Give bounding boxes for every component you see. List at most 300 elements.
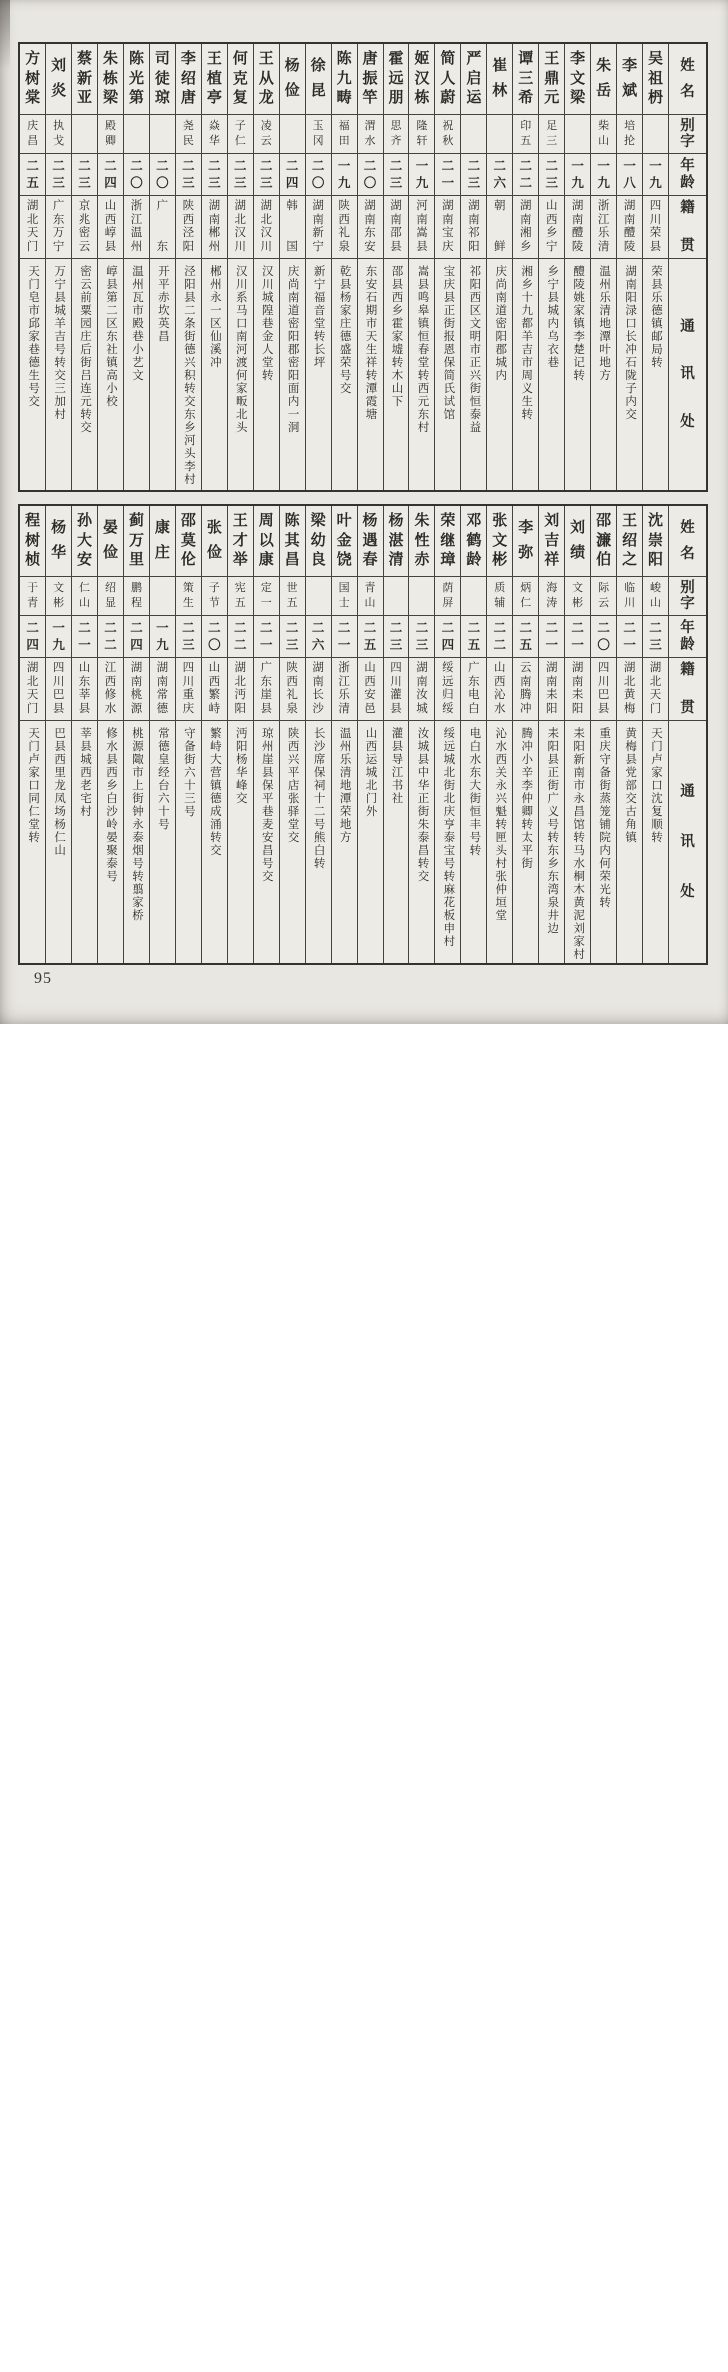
char: 绍 xyxy=(622,532,638,549)
courtesy-name-cell xyxy=(643,115,668,154)
origin-cell xyxy=(150,658,175,721)
char: 西 xyxy=(182,213,195,226)
address-cell xyxy=(617,721,642,963)
directory-table-lower xyxy=(18,504,708,965)
entry-column xyxy=(20,506,45,963)
char: 一 xyxy=(649,159,662,173)
entry-column xyxy=(616,506,642,963)
char: 国 xyxy=(338,582,350,594)
char: 九 xyxy=(415,175,429,190)
char: 绩 xyxy=(570,545,586,562)
age-cell xyxy=(280,154,305,196)
name-cell xyxy=(643,44,668,115)
entry-column xyxy=(279,44,305,490)
address-text: 乡宁县城内乌衣巷 xyxy=(546,265,559,369)
address-cell xyxy=(487,721,512,963)
address-cell xyxy=(513,259,538,490)
age-cell xyxy=(513,616,538,658)
char: 五 xyxy=(467,637,481,652)
char: 京 xyxy=(78,200,91,212)
courtesy-name-cell xyxy=(565,577,590,616)
char: 九 xyxy=(52,637,65,652)
char: 姬 xyxy=(414,51,430,68)
char: 三 xyxy=(415,637,429,652)
address-text: 泾阳县二条街德兴积转交东乡河头李村 xyxy=(182,265,195,486)
char: 远 xyxy=(388,70,404,87)
age-cell xyxy=(384,616,409,658)
entry-column xyxy=(149,44,175,490)
char: 涛 xyxy=(546,597,558,609)
char: 二 xyxy=(26,159,39,173)
address-cell xyxy=(487,259,512,490)
char: 杨 xyxy=(51,519,67,536)
char: 二 xyxy=(208,621,221,635)
char: 康 xyxy=(258,551,274,568)
courtesy-name-cell xyxy=(72,577,97,616)
char: 山 xyxy=(494,662,506,674)
entry-column xyxy=(590,44,616,490)
char: 一 xyxy=(623,637,636,652)
char: 之 xyxy=(622,551,638,568)
char: 六 xyxy=(493,175,507,190)
char: 一 xyxy=(259,637,273,652)
char: 四 xyxy=(52,662,65,674)
name-cell xyxy=(461,506,486,577)
char: 启 xyxy=(466,70,482,87)
char: 阳 xyxy=(571,702,584,715)
char: 司 xyxy=(154,51,170,68)
char: 川 xyxy=(390,675,402,688)
char: 一 xyxy=(441,175,455,190)
char: 朋 xyxy=(388,89,404,106)
age-cell xyxy=(643,154,668,196)
origin-cell xyxy=(20,196,45,259)
char: 庆 xyxy=(27,120,39,132)
char: 祥 xyxy=(544,551,560,568)
entry-column xyxy=(357,506,383,963)
char: 五 xyxy=(520,135,532,147)
char: 霍 xyxy=(388,51,404,68)
address-cell xyxy=(332,721,357,963)
char: 沁 xyxy=(494,689,506,701)
name-cell xyxy=(72,44,97,115)
origin-cell xyxy=(254,196,279,259)
char: 四 xyxy=(182,662,195,674)
char: 龄 xyxy=(680,636,695,653)
char: 陵 xyxy=(571,240,584,253)
char: 世 xyxy=(286,582,298,594)
scan-edge-smudge xyxy=(0,0,10,70)
char: 南 xyxy=(571,213,584,226)
entry-column xyxy=(486,506,512,963)
char: 山 xyxy=(545,200,558,212)
address-text: 陕西兴平店张驿堂交 xyxy=(286,727,299,844)
address-cell xyxy=(643,721,668,963)
char: 远 xyxy=(442,675,454,688)
origin-cell xyxy=(124,658,149,721)
char: 程 xyxy=(25,513,41,530)
char: 湖 xyxy=(130,662,143,674)
address-cell xyxy=(565,721,590,963)
address-cell xyxy=(306,721,331,963)
char: 国 xyxy=(286,240,298,253)
address-text: 黄梅县党部交古角镇 xyxy=(624,727,637,844)
origin-cell xyxy=(617,658,642,721)
address-cell xyxy=(358,721,383,963)
char: 孙 xyxy=(77,513,93,530)
char: 举 xyxy=(232,551,248,568)
char: 杨 xyxy=(388,513,404,530)
entry-column xyxy=(460,506,486,963)
address-text: 庆尚南道密阳郡密阳面内一洞 xyxy=(286,265,299,434)
char: 华 xyxy=(51,545,67,562)
char: 礼 xyxy=(338,227,350,239)
name-cell xyxy=(591,506,616,577)
header-name xyxy=(669,506,706,577)
char: 川 xyxy=(182,675,195,688)
char: 湖 xyxy=(312,200,324,212)
char: 青 xyxy=(364,582,376,594)
char: 伦 xyxy=(180,551,196,568)
char: 朱 xyxy=(596,57,612,74)
char: 二 xyxy=(545,159,558,173)
char: 思 xyxy=(390,120,402,132)
origin-cell xyxy=(487,196,512,259)
char: 四 xyxy=(26,637,39,652)
char: 宁 xyxy=(52,240,65,253)
address-cell xyxy=(72,259,97,490)
entry-column xyxy=(279,506,305,963)
char: 广 xyxy=(260,662,272,674)
char: 电 xyxy=(468,689,480,701)
char: 刘 xyxy=(570,519,586,536)
char: 贯 xyxy=(680,699,695,716)
entry-column xyxy=(123,506,149,963)
char: 水 xyxy=(494,702,506,715)
char: 柴 xyxy=(598,120,610,132)
char: 岳 xyxy=(596,83,612,100)
entry-column xyxy=(149,506,175,963)
name-cell xyxy=(306,44,331,115)
char: 复 xyxy=(232,89,248,106)
address-text: 密云前粟园庄后街吕连元转交 xyxy=(79,265,92,434)
char: 三 xyxy=(285,637,299,652)
age-cell xyxy=(202,616,227,658)
char: 乡 xyxy=(520,240,532,253)
age-cell xyxy=(513,154,538,196)
char: 西 xyxy=(286,675,298,688)
char: 二 xyxy=(182,159,195,173)
char: 渭 xyxy=(364,120,376,132)
char: 二 xyxy=(311,159,325,173)
char: 策 xyxy=(182,582,194,594)
char: 门 xyxy=(26,240,39,253)
char: 三 xyxy=(208,175,221,190)
address-text: 祁阳西区文明市正兴街恒泰益 xyxy=(468,265,481,434)
name-cell xyxy=(617,44,642,115)
age-cell xyxy=(461,154,486,196)
char: 俭 xyxy=(284,83,300,100)
address-cell xyxy=(228,721,253,963)
entry-column xyxy=(512,506,538,963)
address-text: 天门皂市邱家巷德生号交 xyxy=(27,265,40,408)
origin-cell xyxy=(176,196,201,259)
char: 西 xyxy=(208,675,221,688)
char: 耒 xyxy=(571,689,584,701)
char: 二 xyxy=(493,159,507,173)
origin-cell xyxy=(565,196,590,259)
char: 节 xyxy=(208,597,220,609)
entry-column xyxy=(227,44,253,490)
char: 桢 xyxy=(25,551,41,568)
entry-column xyxy=(305,506,331,963)
address-text: 修水县西乡白沙岭晏聚泰号 xyxy=(105,727,117,883)
entry-column xyxy=(434,506,460,963)
name-cell xyxy=(358,506,383,577)
char: 朱 xyxy=(103,51,119,68)
char: 冈 xyxy=(312,135,324,147)
address-text: 宝庆县正街报恩保简氏试馆 xyxy=(442,265,455,421)
char: 崖 xyxy=(260,689,272,701)
entry-column xyxy=(590,506,616,963)
char: 阳 xyxy=(648,551,664,568)
char: 冲 xyxy=(520,702,532,715)
char: 辅 xyxy=(494,597,506,609)
address-text: 嵩县鸣皋镇恒春堂转西元东村 xyxy=(416,265,429,434)
char: 东 xyxy=(260,675,272,688)
age-cell xyxy=(539,616,564,658)
char: 〇 xyxy=(311,175,325,190)
address-cell xyxy=(176,721,201,963)
address-text: 绥远城北街北庆亨泰宝号转麻花板申村 xyxy=(442,727,455,948)
address-text: 邵县西乡霍家墟转木山下 xyxy=(390,265,403,408)
char: 德 xyxy=(156,702,169,715)
char: 西 xyxy=(494,675,506,688)
char: 蔡 xyxy=(77,51,93,68)
address-cell xyxy=(124,259,149,490)
age-cell xyxy=(72,616,97,658)
char: 光 xyxy=(128,70,144,87)
entry-column xyxy=(357,44,383,490)
char: 何 xyxy=(232,51,248,68)
char: 文 xyxy=(570,70,586,87)
address-text: 温州瓦市殿巷小艺文 xyxy=(130,265,143,382)
origin-cell xyxy=(46,196,71,259)
char: 山 xyxy=(78,662,91,674)
char: 湖 xyxy=(26,200,39,212)
char: 人 xyxy=(440,70,456,87)
char: 东 xyxy=(364,227,376,239)
name-cell xyxy=(150,506,175,577)
char: 天 xyxy=(26,689,39,701)
name-cell xyxy=(539,506,564,577)
char: 湖 xyxy=(312,662,324,674)
courtesy-name-cell xyxy=(228,577,253,616)
char: 朱 xyxy=(414,513,430,530)
char: 腾 xyxy=(520,689,532,701)
entry-column xyxy=(460,44,486,490)
address-cell xyxy=(202,721,227,963)
header-origin xyxy=(669,658,706,721)
char: 李 xyxy=(622,57,638,74)
char: 仁 xyxy=(234,135,246,147)
char: 湖 xyxy=(649,662,662,674)
char: 县 xyxy=(597,702,610,715)
char: 南 xyxy=(364,213,376,226)
char: 字 xyxy=(680,595,695,612)
char: 北 xyxy=(623,675,636,688)
name-cell xyxy=(20,44,45,115)
courtesy-name-cell xyxy=(461,577,486,616)
char: 玉 xyxy=(312,120,324,132)
char: 讯 xyxy=(680,366,695,383)
courtesy-name-cell xyxy=(72,115,97,154)
char: 汉 xyxy=(414,70,430,87)
char: 海 xyxy=(546,582,558,594)
courtesy-name-cell xyxy=(46,115,71,154)
char: 一 xyxy=(571,159,584,173)
address-cell xyxy=(98,259,123,490)
header-address xyxy=(669,721,706,963)
char: 克 xyxy=(232,70,248,87)
char: 祖 xyxy=(648,70,664,87)
char: 植 xyxy=(206,70,222,87)
char: 二 xyxy=(415,621,429,635)
char: 二 xyxy=(389,621,403,635)
origin-cell xyxy=(124,196,149,259)
char: 张 xyxy=(492,513,508,530)
char: 〇 xyxy=(597,637,610,652)
char: 定 xyxy=(260,582,272,594)
char: 〇 xyxy=(156,175,169,190)
age-cell xyxy=(435,616,460,658)
char: 乡 xyxy=(545,227,558,239)
origin-cell xyxy=(435,658,460,721)
address-cell xyxy=(435,259,460,490)
courtesy-name-cell xyxy=(254,577,279,616)
char: 乐 xyxy=(338,689,350,701)
address-cell xyxy=(409,721,434,963)
char: 继 xyxy=(440,532,456,549)
char: 姓 xyxy=(680,520,695,536)
age-cell xyxy=(254,616,279,658)
char: 以 xyxy=(258,532,274,549)
char: 乐 xyxy=(597,227,610,239)
char: 江 xyxy=(597,213,610,226)
char: 程 xyxy=(130,597,142,609)
entry-column xyxy=(434,44,460,490)
courtesy-name-cell xyxy=(384,577,409,616)
char: 二 xyxy=(234,159,247,173)
char: 门 xyxy=(26,702,39,715)
char: 二 xyxy=(208,159,221,173)
address-cell xyxy=(384,721,409,963)
address-cell xyxy=(202,259,227,490)
name-cell xyxy=(487,506,512,577)
char: 第 xyxy=(128,89,144,106)
char: 南 xyxy=(468,213,480,226)
address-text: 耒阳新南市永昌馆转马水桐木黄泥刘家村 xyxy=(572,727,585,961)
char: 三 xyxy=(234,175,247,190)
char: 陕 xyxy=(286,662,298,674)
entry-column xyxy=(201,44,227,490)
char: 山 xyxy=(364,662,376,674)
origin-cell xyxy=(332,196,357,259)
char: 二 xyxy=(259,621,273,635)
char: 醴 xyxy=(623,227,636,239)
char: 安 xyxy=(77,551,93,568)
char: 文 xyxy=(53,582,65,594)
name-cell xyxy=(409,506,434,577)
char: 叶 xyxy=(336,513,352,530)
char: 戈 xyxy=(53,135,65,147)
char: 湖 xyxy=(545,662,558,674)
entry-column xyxy=(642,506,668,963)
age-cell xyxy=(487,154,512,196)
char: 俭 xyxy=(103,545,119,562)
char: 栋 xyxy=(414,89,430,106)
char: 陈 xyxy=(128,51,144,68)
courtesy-name-cell xyxy=(617,115,642,154)
char: 璋 xyxy=(440,551,456,568)
address-text: 天门卢家口同仁堂转 xyxy=(27,727,40,844)
char: 湖 xyxy=(234,662,247,674)
entry-column xyxy=(538,44,564,490)
char: 长 xyxy=(312,689,324,701)
char: 修 xyxy=(104,689,117,701)
char: 云 xyxy=(260,135,272,147)
char: 山 xyxy=(79,597,91,609)
char: 浙 xyxy=(597,200,610,212)
name-cell xyxy=(228,506,253,577)
entry-column xyxy=(408,506,434,963)
char: 万 xyxy=(128,532,144,549)
char: 二 xyxy=(285,621,299,635)
address-text: 沔阳杨华峰交 xyxy=(234,727,247,805)
char: 万 xyxy=(52,227,65,239)
char: 二 xyxy=(337,621,351,635)
name-cell xyxy=(280,506,305,577)
char: 祝 xyxy=(442,120,454,132)
char: 生 xyxy=(182,597,194,609)
char: 湖 xyxy=(442,200,454,212)
char: 〇 xyxy=(208,637,221,652)
entry-column xyxy=(253,506,279,963)
char: 峙 xyxy=(208,702,221,715)
char: 庆 xyxy=(442,240,454,253)
char: 二 xyxy=(571,621,584,635)
char: 南 xyxy=(208,213,221,226)
address-cell xyxy=(384,259,409,490)
header-courtesy xyxy=(669,115,706,154)
char: 希 xyxy=(518,89,534,106)
char: 培 xyxy=(624,120,636,132)
char: 字 xyxy=(680,133,695,150)
entry-column xyxy=(564,506,590,963)
char: 二 xyxy=(26,621,39,635)
age-cell xyxy=(306,154,331,196)
char: 仁 xyxy=(520,597,532,609)
courtesy-name-cell xyxy=(280,115,305,154)
char: 梁 xyxy=(103,89,119,106)
entry-column xyxy=(331,506,357,963)
char: 〇 xyxy=(130,175,143,190)
char: 五 xyxy=(26,175,39,190)
address-text: 汉川系马口南河渡何家畈北头 xyxy=(234,265,247,434)
entry-column xyxy=(538,506,564,963)
courtesy-name-cell xyxy=(384,115,409,154)
char: 崞 xyxy=(104,227,117,239)
